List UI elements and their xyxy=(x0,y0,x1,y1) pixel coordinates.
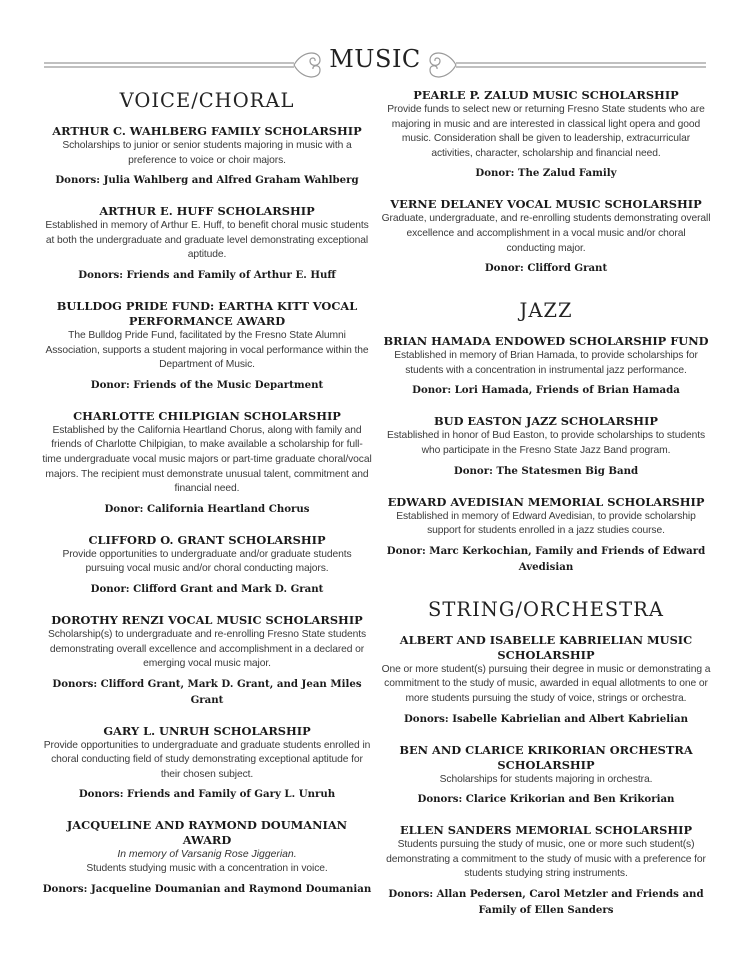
section-title-jazz: JAZZ xyxy=(519,299,573,323)
scholarship-donors: Donor: Marc Kerkochian, Family and Friends of Edward Avedisian xyxy=(386,544,706,573)
scholarship-donors: Donors: Isabelle Kabrielian and Albert Kabrielian xyxy=(403,712,689,725)
scholarship-description: Established in honor of Bud Easton, to provide scholarships to students who participate in the Fresno State Jazz Band program. xyxy=(386,430,706,456)
scholarship-entry xyxy=(42,299,372,393)
page-header xyxy=(44,36,706,86)
scholarship-donors: Donors: Allan Pedersen, Carol Metzler and Friends and Family of Ellen Sanders xyxy=(388,887,704,916)
scholarship-title: BEN AND CLARICE KRIKORIAN ORCHESTRA SCHOLARSHIP xyxy=(399,742,693,772)
scholarship-title: VERNE DELANEY VOCAL MUSIC SCHOLARSHIP xyxy=(390,197,702,212)
scholarship-description: Graduate, undergraduate, and re-enrolling students demonstrating overall excellence and accomplishment in a vocal music and/or choral conducting major. xyxy=(381,213,711,254)
scholarship-title: CLIFFORD O. GRANT SCHOLARSHIP xyxy=(88,532,326,547)
scholarship-donors: Donor: Friends of the Music Department xyxy=(90,378,324,391)
right-column xyxy=(381,88,711,934)
scholarship-description: Students studying music with a concentration in voice. xyxy=(86,863,328,875)
scholarship-entry xyxy=(381,88,711,181)
scholarship-title: ARTHUR E. HUFF SCHOLARSHIP xyxy=(99,204,315,219)
scholarship-entry xyxy=(42,613,372,708)
scholarship-description: Provide funds to select new or returning Fresno State students who are majoring in music and are interested in classical light opera and good music. Consideration shall be given to leadership, extracurricular activities, character, scholarship and financial need. xyxy=(387,104,705,159)
scholarship-donors: Donor: Lori Hamada, Friends of Brian Hamada xyxy=(412,384,680,397)
scholarship-entry xyxy=(42,409,372,517)
scholarship-entry xyxy=(381,334,711,398)
scholarship-description: Scholarship(s) to undergraduate and re-enrolling Fresno State students demonstrating overall excellence and accomplishment in a declared or emerging vocal music major. xyxy=(47,628,367,670)
scholarship-title: PEARLE P. ZALUD MUSIC SCHOLARSHIP xyxy=(413,88,679,102)
scholarship-title: BUD EASTON JAZZ SCHOLARSHIP xyxy=(434,414,658,429)
scholarship-entry xyxy=(381,633,711,727)
scholarship-description: Established in memory of Arthur E. Huff, to benefit choral music students at both the undergraduate and graduate level demonstrating exceptional aptitude. xyxy=(45,220,369,261)
scholarship-donors: Donor: The Statesmen Big Band xyxy=(453,464,639,477)
scholarship-description: Established in memory of Brian Hamada, to provide scholarships for students with a concentration in instrumental jazz performance. xyxy=(394,350,698,376)
scholarship-description: Provide opportunities to undergraduate and graduate students enrolled in choral conducting field of study demonstrating exceptional aptitude for their chosen subject. xyxy=(43,739,371,780)
scholarship-title: GARY L. UNRUH SCHOLARSHIP xyxy=(103,723,311,738)
scholarship-entry xyxy=(42,818,372,897)
section-title-voice-choral: VOICE/CHORAL xyxy=(119,89,295,112)
scholarship-entry xyxy=(42,724,372,803)
scholarship-donors: Donors: Julia Wahlberg and Alfred Graham Wahlberg xyxy=(55,174,359,187)
scholarship-description: One or more student(s) pursuing their degree in music or demonstrating a commitment to the study of music, awarded in equal allotments to one or more students pursuing the study of voice, strings or orchestra. xyxy=(381,663,711,704)
scholarship-donors: Donors: Friends and Family of Gary L. Unruh xyxy=(78,788,336,801)
left-column xyxy=(42,88,372,913)
scholarship-title: CHARLOTTE CHILPIGIAN SCHOLARSHIP xyxy=(73,408,341,423)
scholarship-entry xyxy=(381,414,711,478)
scholarship-title: ARTHUR C. WAHLBERG FAMILY SCHOLARSHIP xyxy=(52,124,362,138)
scholarship-entry xyxy=(42,204,372,283)
scholarship-donors: Donors: Clarice Krikorian and Ben Krikorian xyxy=(417,793,675,806)
scholarship-description: Provide opportunities to undergraduate and/or graduate students pursuing vocal music and/or choral conducting majors. xyxy=(62,548,352,575)
scholarship-title: ELLEN SANDERS MEMORIAL SCHOLARSHIP xyxy=(399,823,693,838)
scholarship-title: ALBERT AND ISABELLE KABRIELIAN MUSIC SCHOLARSHIP xyxy=(399,632,693,662)
page-title: MUSIC xyxy=(44,45,706,73)
scholarship-description: The Bulldog Pride Fund, facilitated by the Fresno State Alumni Association, supports a student majoring in vocal performance within the Department of Music. xyxy=(45,329,369,371)
scholarship-description: Scholarships for students majoring in orchestra. xyxy=(439,773,653,785)
scholarship-description: Scholarships to junior or senior students majoring in music with a preference to voice or choir majors. xyxy=(62,140,352,166)
scholarship-title: EDWARD AVEDISIAN MEMORIAL SCHOLARSHIP xyxy=(387,494,705,509)
scholarship-title: BULLDOG PRIDE FUND: EARTHA KITT VOCAL PERFORMANCE AWARD xyxy=(56,298,358,328)
scholarship-description: Students pursuing the study of music, one or more such student(s) demonstrating a commitment to the study of music with a preference for students studying string instruments. xyxy=(386,839,706,880)
scholarship-title: JACQUELINE AND RAYMOND DOUMANIAN AWARD xyxy=(66,818,348,848)
scholarship-donors: Donor: Clifford Grant and Mark D. Grant xyxy=(90,582,324,595)
scholarship-entry xyxy=(42,533,372,597)
scholarship-entry xyxy=(381,823,711,918)
scholarship-entry xyxy=(381,197,711,276)
scholarship-donors: Donors: Clifford Grant, Mark D. Grant, and Jean Miles Grant xyxy=(52,677,362,706)
scholarship-entry xyxy=(42,124,372,188)
scholarship-entry xyxy=(381,495,711,575)
scholarship-donors: Donor: Clifford Grant xyxy=(484,262,608,275)
scholarship-title: BRIAN HAMADA ENDOWED SCHOLARSHIP FUND xyxy=(383,334,709,349)
scholarship-description: Established by the California Heartland Chorus, along with family and friends of Charlotte Chilpigian, to make available a scholarship for full-time undergraduate vocal music majors or part-time graduate choral/vocal majors. The recipient must demonstrate unusual talent, commitment and financial need. xyxy=(42,424,372,495)
scholarship-donors: Donor: California Heartland Chorus xyxy=(104,502,310,515)
scholarship-donors: Donors: Friends and Family of Arthur E. Huff xyxy=(78,268,336,281)
scholarship-title: DOROTHY RENZI VOCAL MUSIC SCHOLARSHIP xyxy=(51,612,363,627)
scholarship-donors: Donor: The Zalud Family xyxy=(475,167,617,180)
scholarship-description: Established in memory of Edward Avedisian, to provide scholarship support for students enrolled in a jazz studies course. xyxy=(396,510,696,537)
section-title-string-orchestra: STRING/ORCHESTRA xyxy=(428,597,664,621)
scholarship-dedication: In memory of Varsanig Rose Jiggerian. xyxy=(117,849,297,861)
scholarship-entry xyxy=(381,743,711,808)
scholarship-donors: Donors: Jacqueline Doumanian and Raymond Doumanian xyxy=(42,883,372,896)
